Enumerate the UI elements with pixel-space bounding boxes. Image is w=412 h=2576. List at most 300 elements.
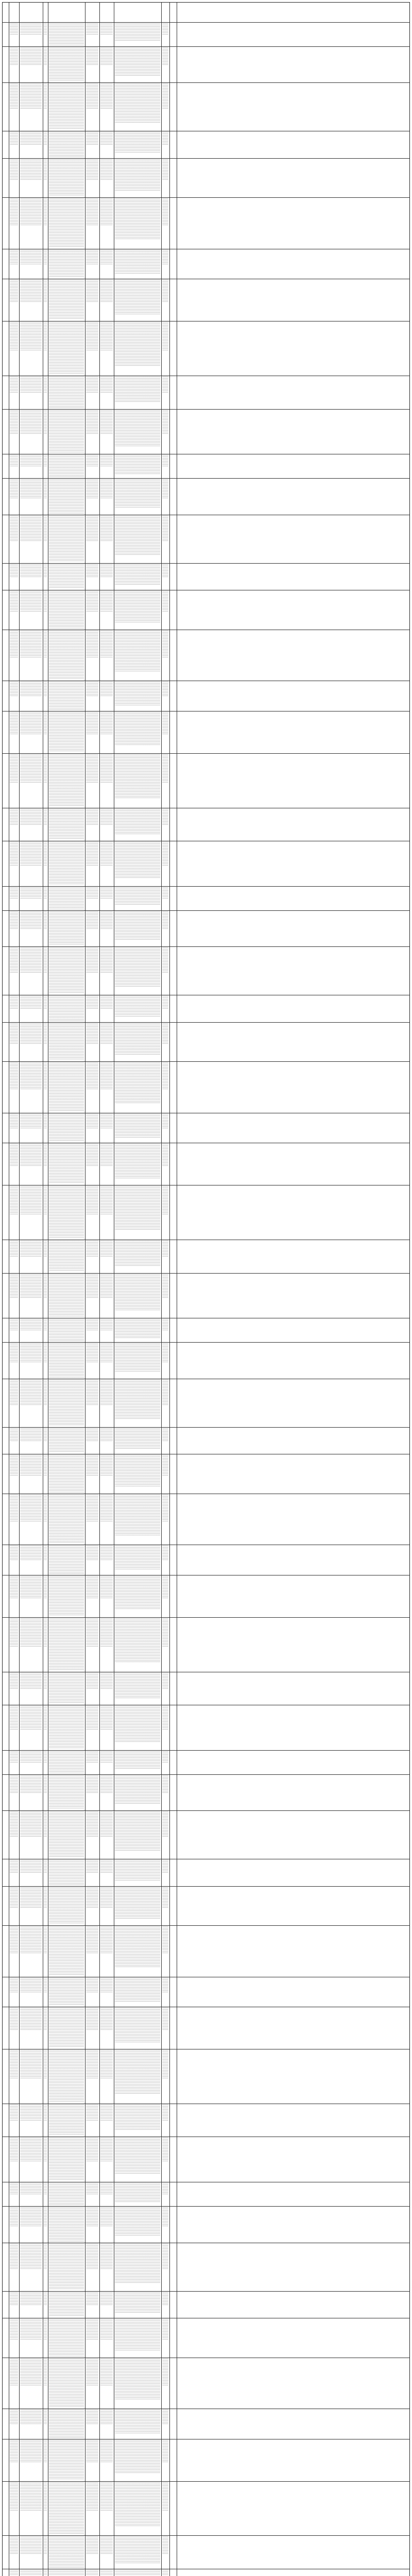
table-cell — [20, 1428, 42, 1442]
table-cell — [162, 2440, 168, 2462]
table-cell — [115, 2359, 160, 2400]
table-cell — [10, 996, 18, 1010]
table-cell — [86, 2482, 98, 2511]
table-cell — [49, 996, 84, 1021]
table-cell — [10, 1546, 18, 1561]
table-cell — [44, 1618, 47, 1647]
table-cell — [100, 2292, 113, 2306]
table-cell — [10, 1319, 18, 1331]
table-cell — [86, 2008, 98, 2030]
table-cell — [100, 887, 113, 900]
table-cell — [86, 911, 98, 930]
table-cell — [100, 455, 113, 467]
table-row — [3, 2569, 410, 2576]
table-row — [3, 22, 410, 46]
table-cell — [115, 1811, 160, 1851]
table-cell — [20, 591, 42, 612]
table-cell — [86, 591, 98, 612]
table-cell — [10, 1618, 18, 1647]
table-cell — [44, 1114, 47, 1129]
table-cell — [20, 2482, 42, 2511]
table-row — [3, 630, 410, 681]
table-cell — [100, 2570, 113, 2576]
table-cell — [49, 1860, 84, 1885]
column-header — [162, 4, 169, 21]
table-cell — [162, 322, 168, 351]
table-row — [3, 1545, 410, 1575]
table-cell — [49, 1978, 84, 2006]
table-cell — [100, 1887, 113, 1908]
table-cell — [44, 1343, 47, 1362]
column-header — [48, 4, 84, 21]
table-cell — [115, 1495, 160, 1536]
table-cell — [162, 1319, 168, 1331]
table-cell — [86, 1811, 98, 1837]
table-cell — [115, 159, 160, 191]
table-cell — [86, 479, 98, 498]
table-cell — [49, 2244, 84, 2290]
table-cell — [115, 280, 160, 314]
table-cell — [44, 1775, 47, 1794]
table-cell — [100, 1114, 113, 1129]
table-cell — [44, 1241, 47, 1258]
table-cell — [49, 1319, 84, 1341]
table-cell — [100, 198, 113, 226]
table-cell — [162, 2292, 168, 2306]
table-cell — [162, 2570, 168, 2576]
data-table — [2, 2, 410, 2576]
table-cell — [44, 2105, 47, 2122]
table-cell — [115, 591, 160, 622]
table-cell — [20, 1241, 42, 1258]
table-cell — [162, 455, 168, 467]
table-cell — [49, 1706, 84, 1749]
table-cell — [100, 1274, 113, 1298]
table-cell — [162, 1576, 168, 1598]
table-cell — [49, 159, 84, 196]
table-cell — [10, 1576, 18, 1598]
table-cell — [44, 591, 47, 612]
table-cell — [115, 2183, 160, 2201]
table-cell — [44, 1706, 47, 1730]
table-cell — [162, 2536, 168, 2553]
table-row — [3, 1143, 410, 1185]
table-row — [3, 2182, 410, 2206]
table-cell — [100, 2244, 113, 2269]
table-cell — [44, 1978, 47, 1993]
table-cell — [44, 712, 47, 734]
table-cell — [10, 280, 18, 302]
table-cell — [100, 132, 113, 146]
table-cell — [44, 1380, 47, 1405]
table-cell — [115, 1343, 160, 1372]
table-cell — [20, 83, 42, 109]
table-cell — [44, 2138, 47, 2161]
table-cell — [49, 1576, 84, 1616]
table-cell — [49, 712, 84, 752]
table-cell — [115, 1380, 160, 1419]
table-row — [3, 1886, 410, 1925]
table-cell — [20, 516, 42, 541]
table-row — [3, 995, 410, 1022]
table-cell — [20, 2050, 42, 2079]
table-cell — [100, 1751, 113, 1764]
table-cell — [49, 1062, 84, 1112]
table-row — [3, 590, 410, 629]
table-cell — [162, 2482, 168, 2511]
table-cell — [49, 377, 84, 408]
column-header — [114, 4, 161, 21]
table-cell — [100, 591, 113, 612]
table-cell — [115, 2410, 160, 2433]
table-cell — [20, 1926, 42, 1954]
table-cell — [100, 2536, 113, 2553]
table-cell — [49, 1887, 84, 1924]
column-header — [3, 4, 8, 21]
table-cell — [115, 1144, 160, 1178]
table-row — [3, 249, 410, 279]
table-row — [3, 478, 410, 514]
table-cell — [115, 2207, 160, 2236]
table-cell — [44, 564, 47, 578]
table-cell — [20, 2440, 42, 2462]
table-cell — [10, 83, 18, 109]
table-row — [3, 1925, 410, 1977]
table-cell — [86, 280, 98, 302]
table-cell — [49, 250, 84, 278]
table-cell — [115, 809, 160, 835]
table-cell — [162, 1114, 168, 1129]
table-cell — [10, 1926, 18, 1954]
table-cell — [162, 887, 168, 900]
table-cell — [49, 2008, 84, 2048]
table-cell — [10, 1274, 18, 1298]
column-header — [9, 4, 19, 21]
table-cell — [10, 1062, 18, 1090]
table-cell — [49, 2050, 84, 2103]
table-cell — [44, 1319, 47, 1331]
table-cell — [44, 1887, 47, 1908]
table-cell — [20, 1319, 42, 1331]
table-cell — [49, 83, 84, 130]
table-cell — [44, 2183, 47, 2195]
table-cell — [86, 132, 98, 146]
table-cell — [20, 1775, 42, 1794]
table-cell — [162, 1860, 168, 1874]
table-cell — [100, 1241, 113, 1258]
table-row — [3, 409, 410, 454]
table-cell — [162, 47, 168, 66]
table-row — [3, 158, 410, 197]
table-cell — [162, 996, 168, 1010]
table-cell — [115, 842, 160, 878]
table-cell — [86, 2319, 98, 2340]
table-cell — [10, 2536, 18, 2553]
table-cell — [162, 2207, 168, 2226]
table-row — [3, 1859, 410, 1886]
table-row — [3, 1061, 410, 1113]
table-cell — [162, 23, 168, 36]
table-cell — [49, 479, 84, 513]
table-cell — [86, 2207, 98, 2226]
table-cell — [86, 1618, 98, 1647]
table-cell — [49, 1428, 84, 1453]
table-row — [3, 753, 410, 808]
table-row — [3, 2291, 410, 2318]
table-cell — [162, 1618, 168, 1647]
table-cell — [162, 132, 168, 146]
table-cell — [20, 2105, 42, 2122]
table-cell — [86, 1274, 98, 1298]
table-row — [3, 2409, 410, 2439]
table-cell — [10, 842, 18, 866]
table-cell — [162, 754, 168, 783]
table-row — [3, 1379, 410, 1427]
table-cell — [162, 1455, 168, 1476]
table-cell — [49, 631, 84, 680]
table-cell — [20, 455, 42, 467]
table-cell — [115, 516, 160, 555]
table-cell — [100, 1978, 113, 1993]
table-cell — [20, 1114, 42, 1129]
table-cell — [86, 887, 98, 900]
table-cell — [49, 1343, 84, 1377]
table-cell — [100, 410, 113, 434]
table-cell — [86, 1186, 98, 1215]
table-cell — [100, 479, 113, 498]
table-cell — [86, 1241, 98, 1258]
table-row — [3, 711, 410, 753]
table-cell — [49, 2207, 84, 2241]
table-cell — [44, 2050, 47, 2079]
table-cell — [162, 516, 168, 541]
table-cell — [115, 2105, 160, 2131]
table-cell — [20, 2138, 42, 2161]
table-cell — [162, 198, 168, 226]
table-cell — [20, 2319, 42, 2340]
table-cell — [162, 1926, 168, 1954]
table-cell — [20, 1023, 42, 1044]
table-cell — [115, 1576, 160, 1610]
table-cell — [10, 1186, 18, 1215]
table-cell — [115, 2570, 160, 2576]
table-cell — [115, 1023, 160, 1055]
table-cell — [20, 1887, 42, 1908]
table-cell — [10, 682, 18, 697]
table-cell — [10, 2008, 18, 2030]
table-cell — [100, 1319, 113, 1331]
table-cell — [115, 754, 160, 799]
table-cell — [49, 1495, 84, 1544]
table-cell — [162, 1775, 168, 1794]
table-cell — [100, 47, 113, 66]
table-cell — [44, 280, 47, 302]
table-cell — [162, 2244, 168, 2269]
table-cell — [20, 1978, 42, 1993]
table-cell — [100, 322, 113, 351]
table-cell — [44, 1062, 47, 1090]
table-cell — [20, 911, 42, 930]
table-cell — [10, 2183, 18, 2195]
table-cell — [100, 2183, 113, 2195]
table-cell — [20, 23, 42, 36]
document-page — [2, 2, 410, 2576]
table-cell — [86, 1926, 98, 1954]
table-cell — [44, 947, 47, 973]
table-row — [3, 515, 410, 563]
table-cell — [49, 2482, 84, 2535]
table-cell — [100, 280, 113, 302]
table-row — [3, 1185, 410, 1240]
table-row — [3, 2243, 410, 2291]
table-cell — [115, 564, 160, 585]
table-cell — [10, 1775, 18, 1794]
table-cell — [10, 2359, 18, 2386]
table-cell — [115, 1673, 160, 1699]
table-cell — [115, 947, 160, 987]
table-row — [3, 1022, 410, 1061]
table-cell — [49, 591, 84, 628]
table-cell — [20, 1546, 42, 1561]
table-cell — [10, 947, 18, 973]
table-cell — [10, 2482, 18, 2511]
table-cell — [10, 47, 18, 66]
table-cell — [100, 2359, 113, 2386]
table-cell — [44, 754, 47, 783]
table-cell — [44, 1023, 47, 1044]
table-cell — [115, 1114, 160, 1138]
table-cell — [162, 83, 168, 109]
table-cell — [20, 1618, 42, 1647]
table-cell — [86, 2244, 98, 2269]
table-cell — [115, 1978, 160, 2002]
table-cell — [44, 1455, 47, 1476]
table-cell — [86, 1023, 98, 1044]
table-cell — [162, 2359, 168, 2386]
table-cell — [115, 2440, 160, 2474]
table-cell — [115, 250, 160, 274]
table-cell — [100, 2410, 113, 2425]
table-row — [3, 321, 410, 376]
table-cell — [44, 1144, 47, 1166]
table-cell — [20, 1751, 42, 1764]
table-cell — [49, 1274, 84, 1317]
table-cell — [44, 1926, 47, 1954]
table-cell — [44, 1274, 47, 1298]
table-cell — [44, 2570, 47, 2576]
table-cell — [86, 2536, 98, 2553]
table-cell — [49, 516, 84, 562]
table-cell — [115, 2008, 160, 2042]
table-cell — [20, 1274, 42, 1298]
table-cell — [20, 631, 42, 658]
table-cell — [44, 1860, 47, 1874]
table-cell — [162, 377, 168, 394]
table-cell — [10, 1114, 18, 1129]
table-cell — [20, 322, 42, 351]
table-cell — [10, 516, 18, 541]
table-row — [3, 886, 410, 910]
table-cell — [49, 809, 84, 840]
table-cell — [44, 2440, 47, 2462]
table-cell — [44, 132, 47, 146]
table-cell — [100, 1343, 113, 1362]
table-cell — [86, 1576, 98, 1598]
table-cell — [20, 250, 42, 265]
table-cell — [100, 1673, 113, 1690]
table-row — [3, 1318, 410, 1342]
table-cell — [162, 1978, 168, 1993]
table-row — [3, 2439, 410, 2481]
table-cell — [49, 2319, 84, 2356]
table-cell — [44, 2410, 47, 2425]
table-cell — [115, 410, 160, 447]
table-cell — [49, 1455, 84, 1492]
table-cell — [44, 23, 47, 36]
table-cell — [10, 1887, 18, 1908]
table-cell — [86, 1319, 98, 1331]
table-cell — [86, 947, 98, 973]
table-cell — [100, 754, 113, 783]
table-cell — [20, 947, 42, 973]
table-cell — [10, 1706, 18, 1730]
table-cell — [86, 198, 98, 226]
table-cell — [49, 47, 84, 81]
table-cell — [115, 83, 160, 123]
table-cell — [10, 2138, 18, 2161]
table-cell — [49, 1380, 84, 1426]
table-cell — [115, 1241, 160, 1267]
table-cell — [20, 1186, 42, 1215]
table-cell — [86, 1751, 98, 1764]
table-cell — [115, 2536, 160, 2563]
table-cell — [10, 2292, 18, 2306]
table-cell — [20, 842, 42, 866]
table-cell — [86, 1887, 98, 1908]
table-cell — [86, 2410, 98, 2425]
table-row — [3, 841, 410, 886]
table-cell — [20, 377, 42, 394]
table-cell — [115, 2138, 160, 2174]
table-cell — [44, 842, 47, 866]
table-cell — [115, 1319, 160, 1337]
table-cell — [86, 1062, 98, 1090]
table-row — [3, 1494, 410, 1545]
table-cell — [10, 2207, 18, 2226]
table-cell — [162, 1673, 168, 1690]
table-row — [3, 1427, 410, 1454]
table-cell — [162, 410, 168, 434]
table-cell — [115, 2292, 160, 2313]
table-cell — [10, 23, 18, 36]
table-cell — [49, 1114, 84, 1142]
table-cell — [162, 1811, 168, 1837]
table-cell — [86, 996, 98, 1010]
table-cell — [44, 1811, 47, 1837]
table-cell — [49, 682, 84, 710]
table-cell — [86, 1978, 98, 1993]
table-cell — [20, 1062, 42, 1090]
table-cell — [162, 250, 168, 265]
table-cell — [86, 1495, 98, 1522]
table-cell — [10, 1673, 18, 1690]
table-cell — [100, 1576, 113, 1598]
table-cell — [100, 564, 113, 578]
table-cell — [86, 23, 98, 36]
table-cell — [115, 23, 160, 42]
table-row — [3, 1705, 410, 1750]
table-cell — [44, 1673, 47, 1690]
